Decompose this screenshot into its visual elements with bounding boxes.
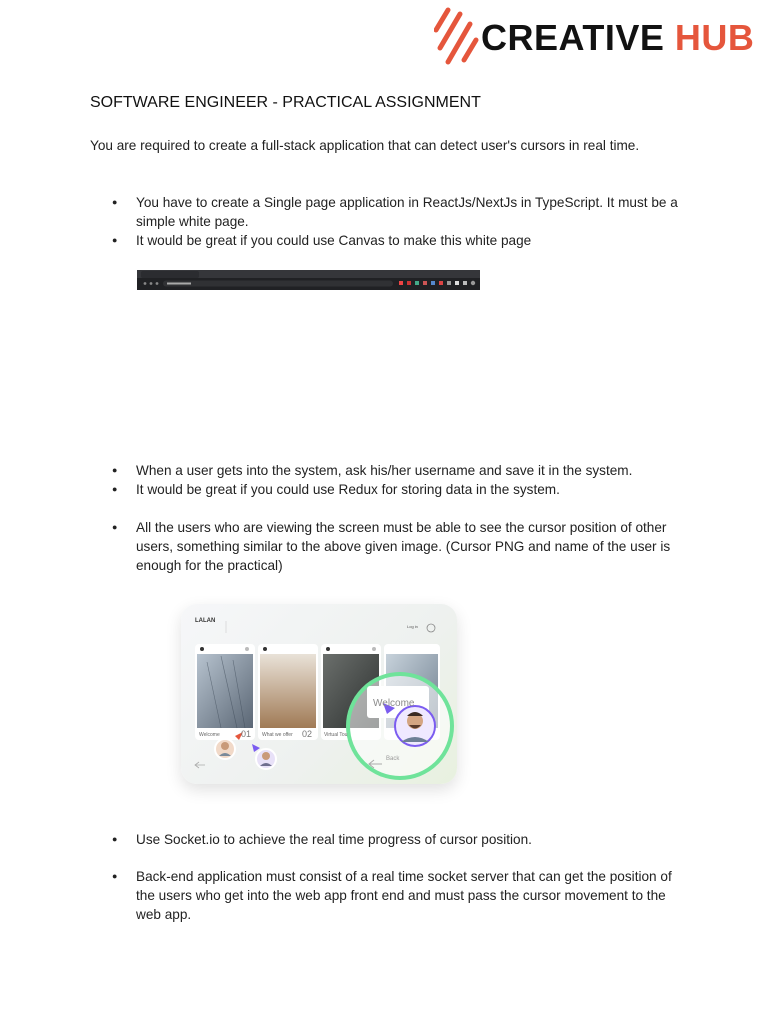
bullet-list-backend: [108, 867, 688, 924]
list-item: ● You have to create a Single page application in ReactJs/NextJs in TypeScript. It must be a simple white page.: [108, 193, 688, 231]
list-item: ● It would be great if you could use Redux for storing data in the system.: [108, 480, 688, 499]
logo-word-hub: HUB: [674, 17, 755, 58]
bullet-list-socket: [108, 830, 688, 849]
page-title: SOFTWARE ENGINEER - PRACTICAL ASSIGNMENT: [90, 94, 481, 111]
logo-wordmark: [481, 17, 755, 58]
creative-hub-logo: [434, 6, 754, 66]
browser-screenshot: [137, 270, 480, 290]
list-item: ● When a user gets into the system, ask his/her username and save it in the system.: [108, 461, 688, 480]
mockup-card-number: 01: [241, 729, 252, 739]
bullet-list-cursors: [108, 518, 688, 575]
list-item: ● It would be great if you could use Canvas to make this white page: [108, 231, 688, 250]
cursor-demo-image: [181, 604, 457, 784]
list-item: ● Use Socket.io to achieve the real time progress of cursor position.: [108, 830, 688, 849]
mockup-card-number: 02: [302, 729, 313, 739]
logo-word-creative: CREATIVE: [481, 17, 665, 58]
mockup-back-link: Back: [386, 756, 400, 762]
bullet-list-users: [108, 461, 688, 499]
mockup-card-label: Virtual Tou: [324, 732, 348, 738]
mockup-card-label: What we offer: [262, 732, 293, 738]
list-item: ● All the users who are viewing the screen must be able to see the cursor position of other users, something similar to the above given image. (Cursor PNG and name of the user is enough for the practical): [108, 518, 688, 575]
bullet-list-setup: [108, 193, 688, 250]
mockup-login-link: Log in: [407, 624, 418, 629]
mockup-magnifier-text: Welcome: [373, 698, 415, 709]
mockup-brand: LALAN: [195, 618, 216, 624]
mockup-graphic: [181, 604, 457, 784]
slash-stripes-icon: [434, 6, 480, 66]
intro-paragraph: You are required to create a full-stack application that can detect user's cursors in real time.: [90, 138, 640, 153]
list-item: ● Back-end application must consist of a real time socket server that can get the position of the users who get into the web app front end and must pass the cursor movement to the web app.: [108, 867, 688, 924]
mockup-card-label: Welcome: [199, 732, 220, 738]
